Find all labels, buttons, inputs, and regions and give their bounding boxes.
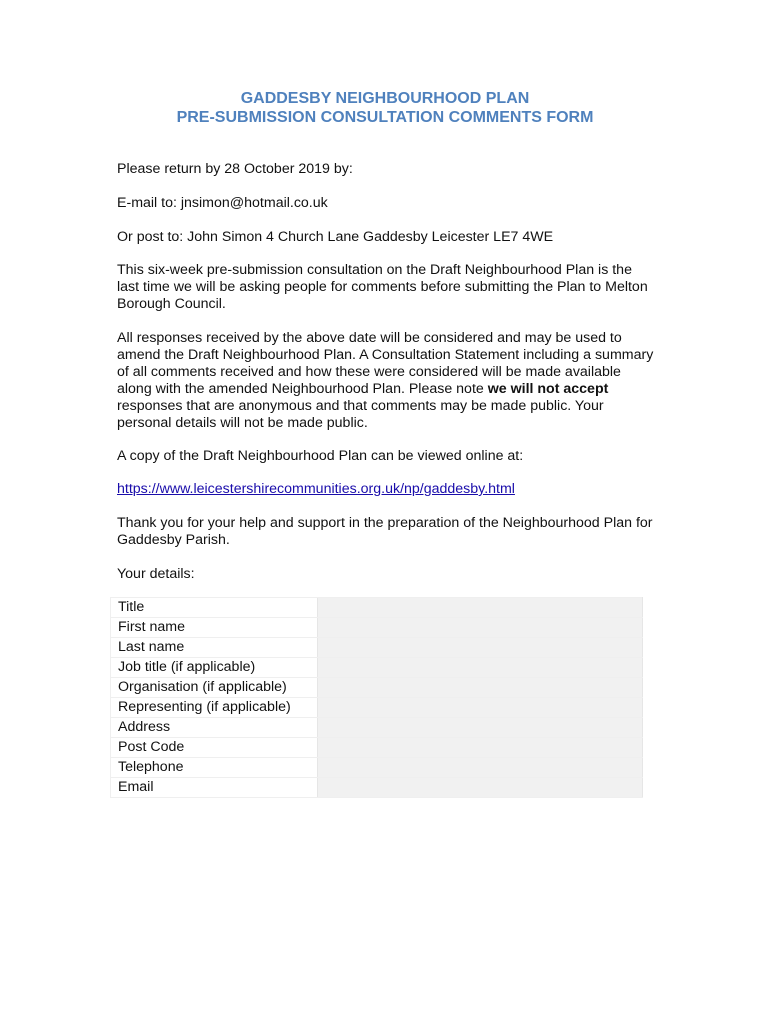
details-row-label: First name xyxy=(111,618,318,638)
responses-bold-notice: we will not accept xyxy=(487,381,609,397)
details-row xyxy=(111,618,643,638)
details-row-input-field[interactable] xyxy=(318,738,643,758)
form-title-line-1: GADDESBY NEIGHBOURHOOD PLAN xyxy=(240,90,530,107)
your-details-heading: Your details: xyxy=(117,566,195,582)
responses-paragraph xyxy=(117,330,657,432)
details-row-label: Job title (if applicable) xyxy=(111,658,318,678)
details-form-body xyxy=(111,598,643,798)
details-row-label: Representing (if applicable) xyxy=(111,698,318,718)
details-row xyxy=(111,698,643,718)
details-row-label: Post Code xyxy=(111,738,318,758)
details-row-label: Telephone xyxy=(111,758,318,778)
post-line: Or post to: John Simon 4 Church Lane Gaddesby Leicester LE7 4WE xyxy=(117,229,554,245)
details-row xyxy=(111,738,643,758)
return-by-text: Please return by 28 October 2019 by: xyxy=(117,161,353,177)
email-line: E-mail to: jnsimon@hotmail.co.uk xyxy=(117,195,328,211)
details-row-label: Organisation (if applicable) xyxy=(111,678,318,698)
details-row-input-field[interactable] xyxy=(318,678,643,698)
responses-text-part-1: All responses received by the above date will be considered and may be used to amend the Draft Neighbourhood Plan. A Consultation Statement including a summary of all comments received and how these were considered will be made available along with the amended Neighbourhood Plan. Please note xyxy=(117,330,654,397)
details-row xyxy=(111,598,643,618)
details-row-input-field[interactable] xyxy=(318,778,643,798)
details-row-input-field[interactable] xyxy=(318,618,643,638)
details-form-table xyxy=(110,597,643,798)
details-row-input-field[interactable] xyxy=(318,598,643,618)
copy-online-text: A copy of the Draft Neighbourhood Plan can be viewed online at: xyxy=(117,448,524,464)
details-row xyxy=(111,638,643,658)
details-row xyxy=(111,758,643,778)
responses-text-part-2: responses that are anonymous and that comments may be made public. Your personal details will not be made public. xyxy=(117,398,604,431)
details-row xyxy=(111,658,643,678)
details-row-input-field[interactable] xyxy=(318,638,643,658)
thanks-paragraph: Thank you for your help and support in the preparation of the Neighbourhood Plan for Gaddesby Parish. xyxy=(117,515,653,548)
details-row xyxy=(111,778,643,798)
details-row-input-field[interactable] xyxy=(318,698,643,718)
details-row-label: Title xyxy=(111,598,318,618)
plan-url-paragraph xyxy=(117,481,657,498)
details-row-label: Email xyxy=(111,778,318,798)
details-row-label: Address xyxy=(111,718,318,738)
details-row-input-field[interactable] xyxy=(318,758,643,778)
details-row-input-field[interactable] xyxy=(318,718,643,738)
details-row xyxy=(111,678,643,698)
details-row-label: Last name xyxy=(111,638,318,658)
form-title-line-2: PRE-SUBMISSION CONSULTATION COMMENTS FORM xyxy=(176,109,594,126)
plan-url-link[interactable]: https://www.leicestershirecommunities.org.uk/np/gaddesby.html xyxy=(117,481,515,497)
details-row-input-field[interactable] xyxy=(318,658,643,678)
consultation-intro-paragraph: This six-week pre-submission consultation on the Draft Neighbourhood Plan is the last time we will be asking people for comments before submitting the Plan to Melton Borough Council. xyxy=(117,262,648,312)
details-row xyxy=(111,718,643,738)
